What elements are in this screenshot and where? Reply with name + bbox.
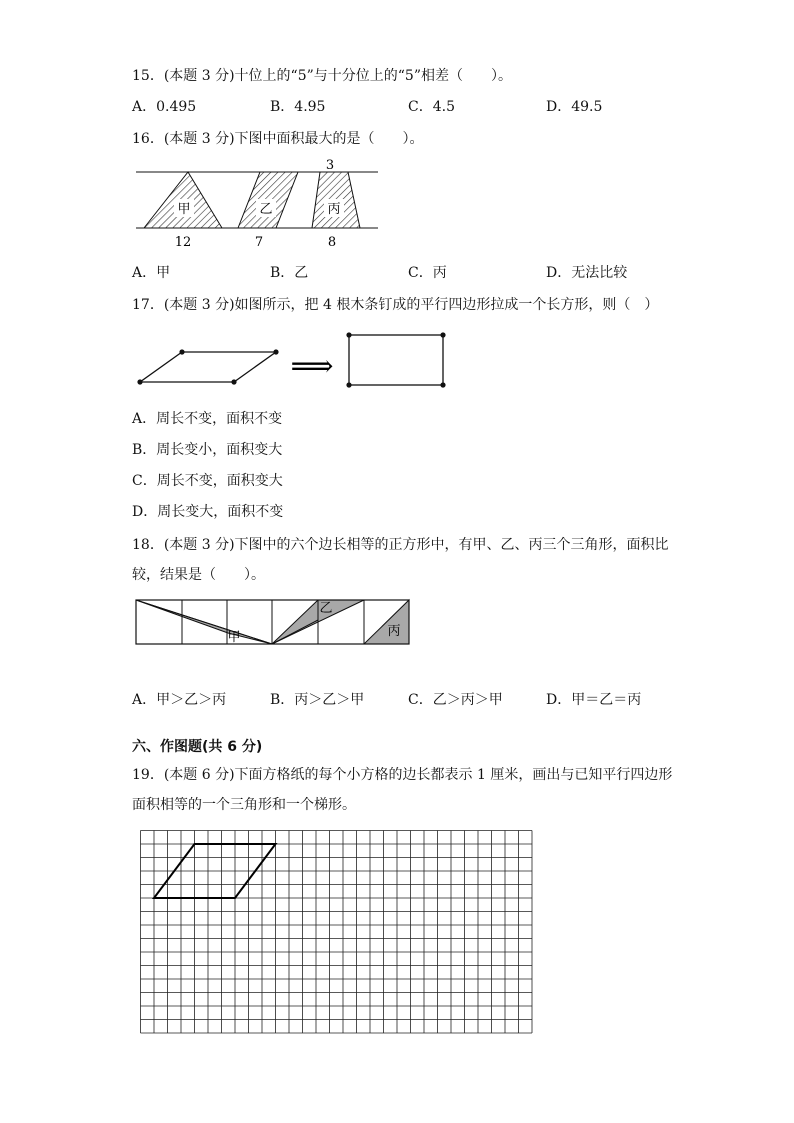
q16-option-b: B．乙 — [270, 265, 309, 281]
q18-label-bing: 丙 — [387, 624, 401, 639]
q16-label-jia: 甲 — [177, 202, 191, 217]
q17-arrow-icon: ⟹ — [290, 349, 334, 384]
q17-option-a: A．周长不变，面积不变 — [132, 411, 283, 427]
q15-option-b: B．4.95 — [270, 99, 326, 115]
q16-stem: 16．(本题 3 分)下图中面积最大的是（ ）。 — [132, 131, 424, 147]
q18-label-jia: 甲 — [227, 630, 241, 645]
q18-label-yi: 乙 — [319, 601, 333, 616]
q16-bottom-label-8: 8 — [327, 235, 337, 250]
q15-option-a: A．0.495 — [132, 99, 197, 115]
q18-stem-line2: 较，结果是（ ）。 — [132, 567, 265, 583]
q17-option-c: C．周长不变，面积变大 — [132, 473, 283, 489]
q18-option-c: C．乙＞丙＞甲 — [408, 692, 503, 708]
q18-figure — [130, 594, 420, 650]
q18-stem-line1: 18．(本题 3 分)下图中的六个边长相等的正方形中，有甲、乙、丙三个三角形，面积比 — [132, 537, 669, 553]
q17-parallelogram — [140, 352, 276, 382]
q19-stem-line2: 面积相等的一个三角形和一个梯形。 — [132, 797, 356, 813]
q16-bottom-label-7: 7 — [254, 235, 264, 250]
q16-label-bing: 丙 — [327, 202, 341, 217]
q18-option-d: D．甲＝乙＝丙 — [546, 692, 642, 708]
q18-option-b: B．丙＞乙＞甲 — [270, 692, 365, 708]
q16-label-yi: 乙 — [259, 202, 273, 217]
q16-bottom-label-12: 12 — [174, 235, 192, 250]
q19-stem-line1: 19．(本题 6 分)下面方格纸的每个小方格的边长都表示 1 厘米，画出与已知平行四边形 — [132, 767, 673, 783]
q19-grid-paper — [140, 830, 532, 1036]
q15-option-d: D．49.5 — [546, 99, 603, 115]
q16-figure — [130, 150, 390, 250]
q16-option-d: D．无法比较 — [546, 265, 628, 281]
q17-option-b: B．周长变小，面积变大 — [132, 442, 283, 458]
q18-option-a: A．甲＞乙＞丙 — [132, 692, 227, 708]
section-heading: 六、作图题(共 6 分) — [132, 739, 263, 755]
q17-option-d: D．周长变大，面积不变 — [132, 504, 284, 520]
q16-top-label: 3 — [325, 158, 335, 173]
q16-option-c: C．丙 — [408, 265, 447, 281]
q17-stem: 17．(本题 3 分)如图所示，把 4 根木条钉成的平行四边形拉成一个长方形，则（ ） — [132, 297, 659, 313]
q16-option-a: A．甲 — [132, 265, 171, 281]
q15-stem: 15．(本题 3 分)十位上的“5”与十分位上的“5”相差（ ）。 — [132, 68, 512, 84]
q17-rectangle — [349, 335, 443, 385]
q17-figure — [130, 326, 450, 396]
q15-option-c: C．4.5 — [408, 99, 455, 115]
